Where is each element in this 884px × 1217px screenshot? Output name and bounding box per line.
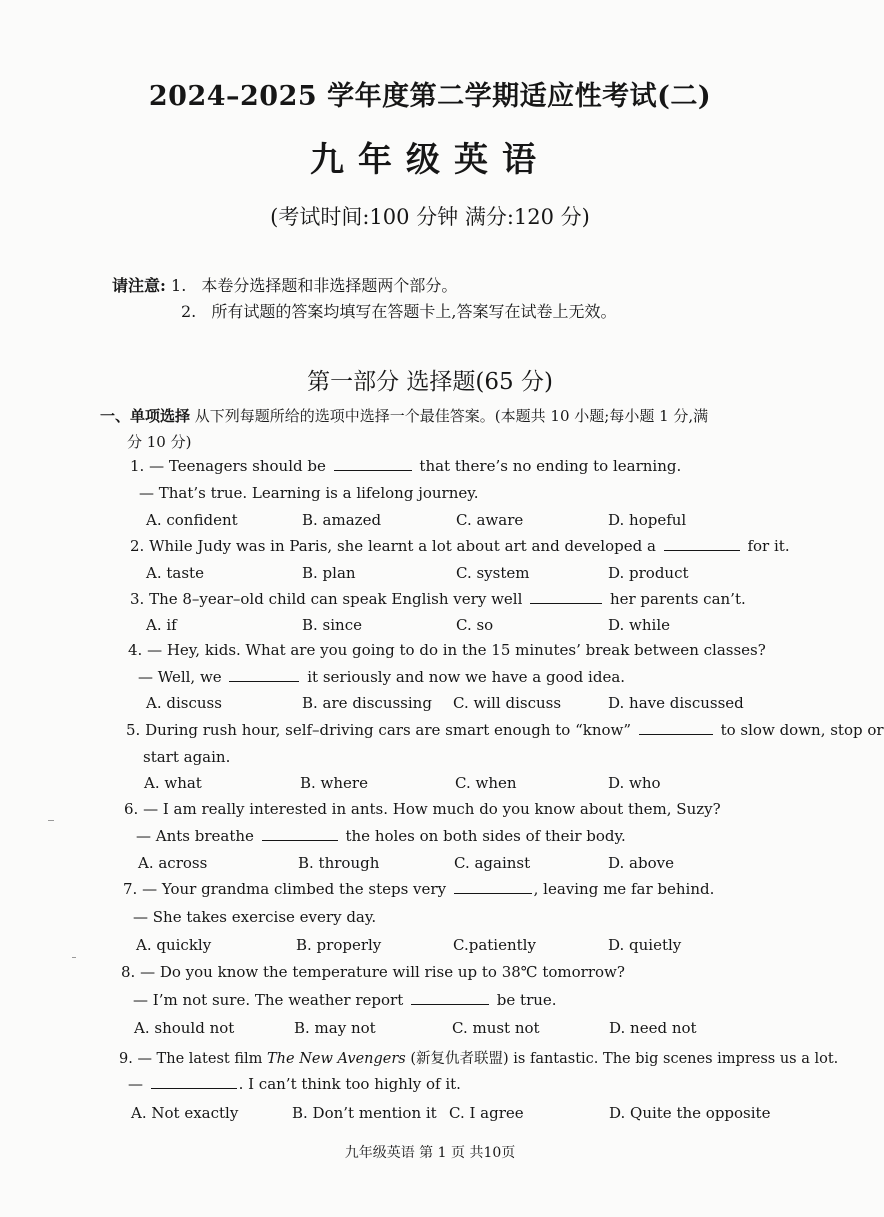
question-text: 5. During rush hour, self–driving cars are smart enough to “know” <box>126 721 632 739</box>
notice-text: 所有试题的答案均填写在答题卡上,答案写在试卷上无效。 <box>211 302 617 321</box>
option-d: D. above <box>608 854 674 872</box>
option-a: A. across <box>138 854 208 872</box>
question-text: , leaving me far behind. <box>533 880 715 898</box>
question-text: for it. <box>747 537 790 555</box>
question-text: it seriously and now we have a good idea. <box>307 668 626 686</box>
exam-meta: (考试时间:100 分钟 满分:120 分) <box>270 205 590 229</box>
option-a: A. quickly <box>136 936 212 954</box>
answer-blank <box>639 733 713 735</box>
section-heading <box>100 405 708 426</box>
option-a: A. discuss <box>146 694 222 712</box>
notice-label: 请注意: <box>112 276 166 295</box>
option-a: A. what <box>144 774 202 792</box>
question-text: — Ants breathe <box>136 827 254 845</box>
question-7-line-1 <box>123 880 714 898</box>
option-b: B. properly <box>296 936 382 954</box>
question-text: 2. While Judy was in Paris, she learnt a lot about art and developed a <box>130 537 656 555</box>
option-a: A. if <box>146 616 177 634</box>
option-c: C. will discuss <box>453 694 562 712</box>
option-d: D. quietly <box>608 936 682 954</box>
question-text: (新复仇者联盟) is fantastic. The big scenes impress us a lot. <box>405 1051 839 1067</box>
question-text: 7. — Your grandma climbed the steps very <box>123 880 447 898</box>
section-label: 一、单项选择 <box>100 407 191 425</box>
option-d: D. while <box>608 616 670 634</box>
question-text: — Well, we <box>138 668 222 686</box>
question-4-line-1: 4. — Hey, kids. What are you going to do in the 15 minutes’ break between classes? <box>128 641 766 659</box>
option-c: C. I agree <box>449 1104 524 1122</box>
option-c: C. aware <box>456 511 524 529</box>
option-a: A. Not exactly <box>131 1104 239 1122</box>
option-a: A. taste <box>146 564 204 582</box>
answer-blank <box>454 892 532 894</box>
question-text: 9. — The latest film <box>119 1051 267 1067</box>
question-text: — I’m not sure. The weather report <box>133 991 404 1009</box>
option-b: B. amazed <box>302 511 382 529</box>
question-7-line-2: — She takes exercise every day. <box>133 908 377 926</box>
scan-mark <box>48 820 54 821</box>
notice-line-2 <box>181 299 616 322</box>
option-c: C. when <box>455 774 517 792</box>
option-c: C. against <box>454 854 531 872</box>
notice-line-1 <box>112 273 457 296</box>
scan-mark <box>72 957 76 958</box>
option-d: D. need not <box>609 1019 697 1037</box>
option-d: D. have discussed <box>608 694 744 712</box>
question-5-line-1 <box>126 721 884 739</box>
option-d: D. hopeful <box>608 511 687 529</box>
question-5-line-2: start again. <box>143 748 231 766</box>
answer-blank <box>411 1003 489 1005</box>
question-4-line-2 <box>138 668 625 686</box>
option-c: C. system <box>456 564 530 582</box>
question-8-line-1: 8. — Do you know the temperature will rise up to 38℃ tomorrow? <box>121 963 625 981</box>
question-text: to slow down, stop or <box>720 721 884 739</box>
option-b: B. plan <box>302 564 356 582</box>
option-d: D. Quite the opposite <box>609 1104 771 1122</box>
question-1-line-1 <box>130 457 681 475</box>
question-text: be true. <box>496 991 557 1009</box>
question-text: 3. The 8–year–old child can speak English very well <box>130 590 523 608</box>
question-3-line-1 <box>130 590 746 608</box>
answer-blank <box>229 680 299 682</box>
option-c: C.patiently <box>453 936 536 954</box>
film-title: The New Avengers <box>267 1051 406 1067</box>
question-9-line-2 <box>128 1075 461 1093</box>
option-d: D. product <box>608 564 689 582</box>
answer-blank <box>151 1087 237 1089</box>
notice-num: 1. <box>171 276 187 295</box>
notice-num: 2. <box>181 302 197 321</box>
option-c: C. so <box>456 616 494 634</box>
answer-blank <box>530 602 602 604</box>
page-footer: 九年级英语 第 1 页 共10页 <box>344 1145 516 1161</box>
subject-title: 九年级英语 <box>310 140 550 180</box>
question-text: — <box>128 1075 143 1093</box>
option-a: A. confident <box>146 511 238 529</box>
question-9-line-1 <box>119 1047 838 1068</box>
section-heading-cont: 分 10 分) <box>127 433 192 451</box>
question-6-line-1: 6. — I am really interested in ants. How much do you know about them, Suzy? <box>124 800 721 818</box>
part-title: 第一部分 选择题(65 分) <box>307 369 553 395</box>
option-b: B. Don’t mention it <box>292 1104 437 1122</box>
question-text: the holes on both sides of their body. <box>345 827 626 845</box>
answer-blank <box>664 549 740 551</box>
question-2-line-1 <box>130 537 790 555</box>
option-b: B. through <box>298 854 380 872</box>
question-text: that there’s no ending to learning. <box>419 457 682 475</box>
option-b: B. may not <box>294 1019 376 1037</box>
answer-blank <box>334 469 412 471</box>
question-6-line-2 <box>136 827 626 845</box>
option-b: B. where <box>300 774 368 792</box>
question-1-line-2: — That’s true. Learning is a lifelong journey. <box>139 484 479 502</box>
question-text: . I can’t think too highly of it. <box>238 1075 461 1093</box>
option-c: C. must not <box>452 1019 540 1037</box>
exam-title: 2024–2025 学年度第二学期适应性考试(二) <box>148 81 712 112</box>
option-d: D. who <box>608 774 661 792</box>
option-b: B. are discussing <box>302 694 432 712</box>
notice-text: 本卷分选择题和非选择题两个部分。 <box>201 276 458 295</box>
question-8-line-2 <box>133 991 557 1009</box>
question-text: 1. — Teenagers should be <box>130 457 326 475</box>
option-b: B. since <box>302 616 362 634</box>
answer-blank <box>262 839 338 841</box>
option-a: A. should not <box>134 1019 235 1037</box>
section-instructions: 从下列每题所给的选项中选择一个最佳答案。(本题共 10 小题;每小题 1 分,满 <box>190 407 709 425</box>
question-text: her parents can’t. <box>609 590 746 608</box>
